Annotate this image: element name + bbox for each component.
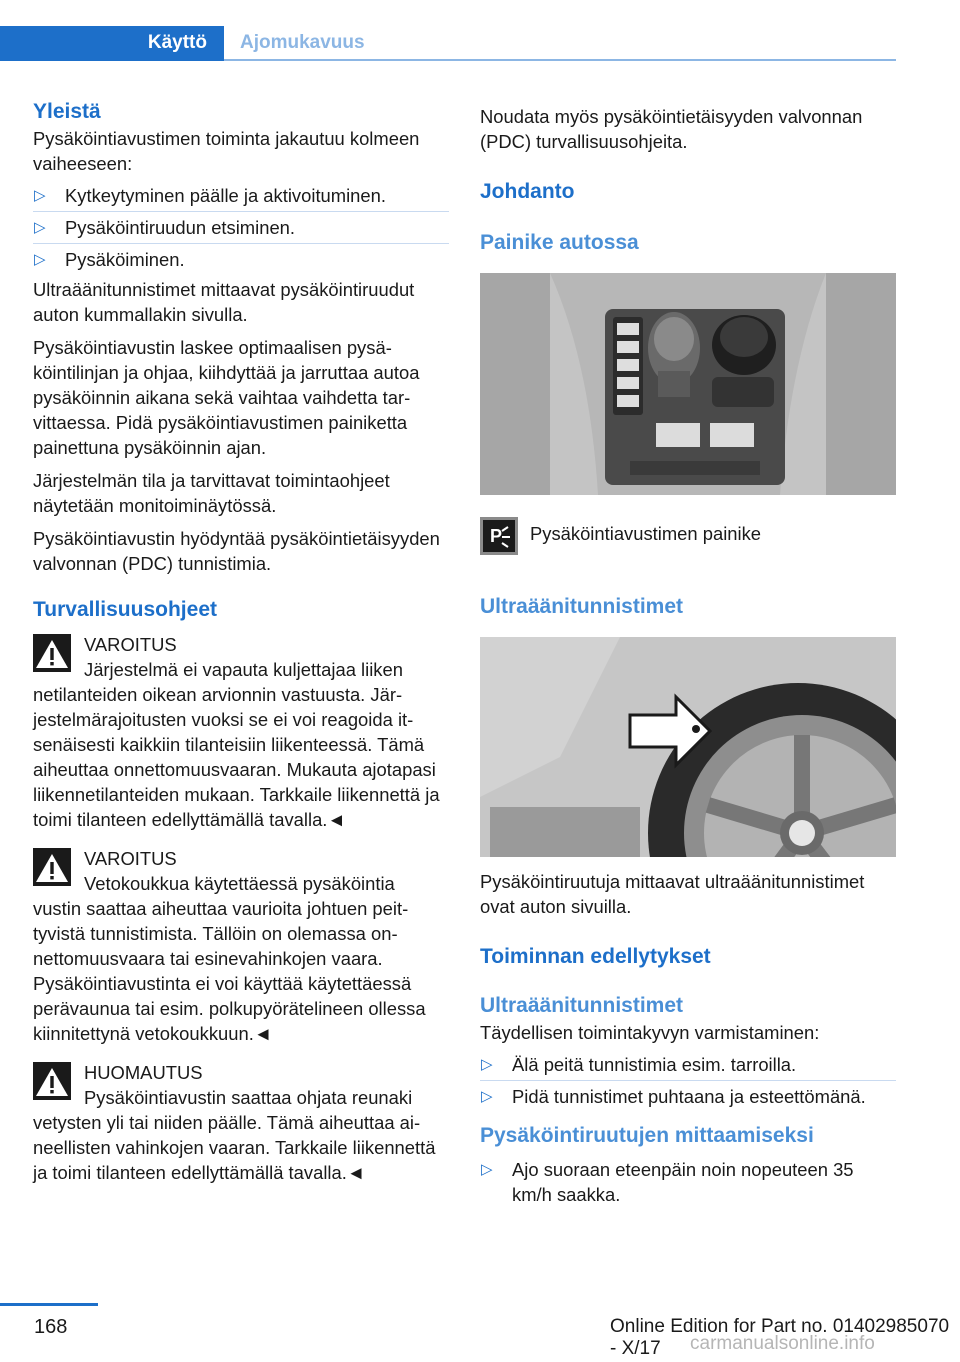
svg-text:P: P xyxy=(490,526,503,546)
requirements-list xyxy=(480,1049,896,1112)
list-item-text: Pysäköintiruudun etsiminen. xyxy=(65,217,296,238)
heading-ultrasonic: Ultraäänitunnistimet xyxy=(480,595,684,618)
list-item-text: Pysäköiminen. xyxy=(65,249,185,270)
triangle-right-icon: ▷ xyxy=(34,219,46,236)
footer-rule xyxy=(0,1303,98,1306)
heading-intro: Johdanto xyxy=(480,180,575,203)
tab-kaytto[interactable] xyxy=(0,26,224,61)
notice-title: HUOMAUTUS xyxy=(84,1062,203,1083)
paragraph-sensors: Ultraäänitunnistimet mittaavat pysäköintiruudut auton kummallakin sivulla. xyxy=(33,279,415,325)
paragraph-pdc-note: Noudata myös pysäköintietäisyyden valvonnan (PDC) turvallisuusohjeita. xyxy=(480,106,863,152)
warning-text xyxy=(33,657,449,832)
notice-first-line: Pysäköintiavustin saattaa ohjata reunaki xyxy=(84,1087,413,1108)
paragraph-full-function: Täydellisen toimintakyvyn varmistaminen: xyxy=(480,1022,820,1043)
list-item xyxy=(33,180,449,212)
triangle-right-icon: ▷ xyxy=(34,251,46,268)
warning-triangle-icon xyxy=(33,634,71,678)
warning-block xyxy=(33,846,449,1046)
list-item xyxy=(33,212,449,244)
paragraph-pdc: Pysäköintiavustin hyödyntää pysäköintietäisyyden valvonnan (PDC) tunnistimia. xyxy=(33,528,440,574)
warning-block xyxy=(33,632,449,832)
warning-title: VAROITUS xyxy=(84,634,177,655)
triangle-right-icon: ▷ xyxy=(481,1056,493,1073)
page-number: 168 xyxy=(34,1316,68,1338)
list-item-text: Kytkeytyminen päälle ja aktivoituminen. xyxy=(65,185,386,206)
right-column xyxy=(480,104,896,1210)
heading-ultrasonic-2: Ultraäänitunnistimet xyxy=(480,994,684,1017)
paragraph-status: Järjestelmän tila ja tarvittavat toimintaohjeet näytetään monitoiminäytössä. xyxy=(33,470,390,516)
triangle-right-icon: ▷ xyxy=(481,1088,493,1105)
paragraph-intro: Pysäköintiavustimen toiminta jakautuu kolmeen vaiheeseen: xyxy=(33,128,420,174)
tab-kaytto-label: Käyttö xyxy=(147,32,207,53)
heading-measure: Pysäköintiruutujen mittaamiseksi xyxy=(480,1124,814,1147)
button-caption: Pysäköintiavustimen painike xyxy=(530,523,762,544)
list-item xyxy=(480,1081,896,1112)
parking-assistant-button-icon xyxy=(480,517,518,555)
header-rule xyxy=(224,59,896,61)
warning-rest: vustin saattaa aiheuttaa vaurioita johtuen peittyvistä tunnistimista. Tällöin on olemassa onnettomuusvaara tai esinevahinkojen vaara. Pysäköintiavustinta ei voi käyttää käytettäessä perävaunua tai esim. polkupyörätelineen ollessa kiinnitettynä vetokoukkuun.◄ xyxy=(33,898,426,1044)
triangle-right-icon: ▷ xyxy=(481,1161,493,1178)
heading-requirements: Toiminnan edellytykset xyxy=(480,945,711,968)
left-column xyxy=(33,98,449,1185)
heading-safety: Turvallisuusohjeet xyxy=(33,598,217,621)
heading-general: Yleistä xyxy=(33,100,101,123)
list-item-text: Älä peitä tunnistimia esim. tarroilla. xyxy=(512,1054,797,1075)
watermark: carmanualsonline.info xyxy=(690,1333,875,1354)
triangle-right-icon: ▷ xyxy=(34,187,46,204)
warning-triangle-icon xyxy=(33,848,71,892)
warning-rest: netilanteiden oikean arvionnin vastuusta. Järjestelmärajoitusten vuoksi se ei voi reagoida itsenäisesti kaikkiin tilanteisiin liikenteessä. Tämä aiheuttaa onnettomuusvaaran. Mukauta ajotapasi liikennetilanteiden mukaan. Tarkkaile liikennettä ja toimi tilanteen edellyttämällä tavalla.◄ xyxy=(33,684,440,830)
center-console-photo xyxy=(480,273,896,495)
tab-ajomukavuus[interactable]: Ajomukavuus xyxy=(240,32,365,53)
list-item xyxy=(480,1154,896,1210)
notice-block xyxy=(33,1060,449,1185)
warning-first-line: Vetokoukkua käytettäessä pysäköintia xyxy=(84,873,395,894)
list-item-text: Pidä tunnistimet puhtaana ja esteettömänä. xyxy=(512,1086,866,1107)
warning-title: VAROITUS xyxy=(84,848,177,869)
notice-text xyxy=(33,1085,449,1185)
phases-list xyxy=(33,180,449,275)
paragraph-calc: Pysäköintiavustin laskee optimaalisen pysäköintilinjan ja ohjaa, kiihdyttää ja jarruttaa autoa pysäköinnin aikana sekä vaihtaa vaihdetta tarvittaessa. Pidä pysäköintiavustimen painiketta painettuna pysäköinnin ajan. xyxy=(33,337,420,458)
header-tabs xyxy=(0,26,896,63)
button-caption-row xyxy=(480,517,896,561)
ultrasonic-sensor-photo xyxy=(480,637,896,857)
edition-text: Online Edition for Part no. 01402985070 - X/17 xyxy=(610,1316,950,1359)
warning-text xyxy=(33,871,449,1046)
list-item-text: Ajo suoraan eteenpäin noin nopeuteen 35 km/h saakka. xyxy=(512,1159,854,1205)
warning-first-line: Järjestelmä ei vapauta kuljettajaa liiken xyxy=(84,659,403,680)
paragraph-ultrasonic: Pysäköintiruutuja mittaavat ultraäänitunnistimet ovat auton sivuilla. xyxy=(480,871,865,917)
measure-list xyxy=(480,1154,896,1210)
notice-rest: vetysten yli tai niiden päälle. Tämä aiheuttaa aineellisten vahinkojen vaaran. Tarkkaile liikennettä ja toimi tilanteen edellyttämällä tavalla.◄ xyxy=(33,1112,436,1183)
list-item xyxy=(33,244,449,275)
warning-triangle-icon xyxy=(33,1062,71,1106)
list-item xyxy=(480,1049,896,1081)
heading-button: Painike autossa xyxy=(480,231,639,254)
